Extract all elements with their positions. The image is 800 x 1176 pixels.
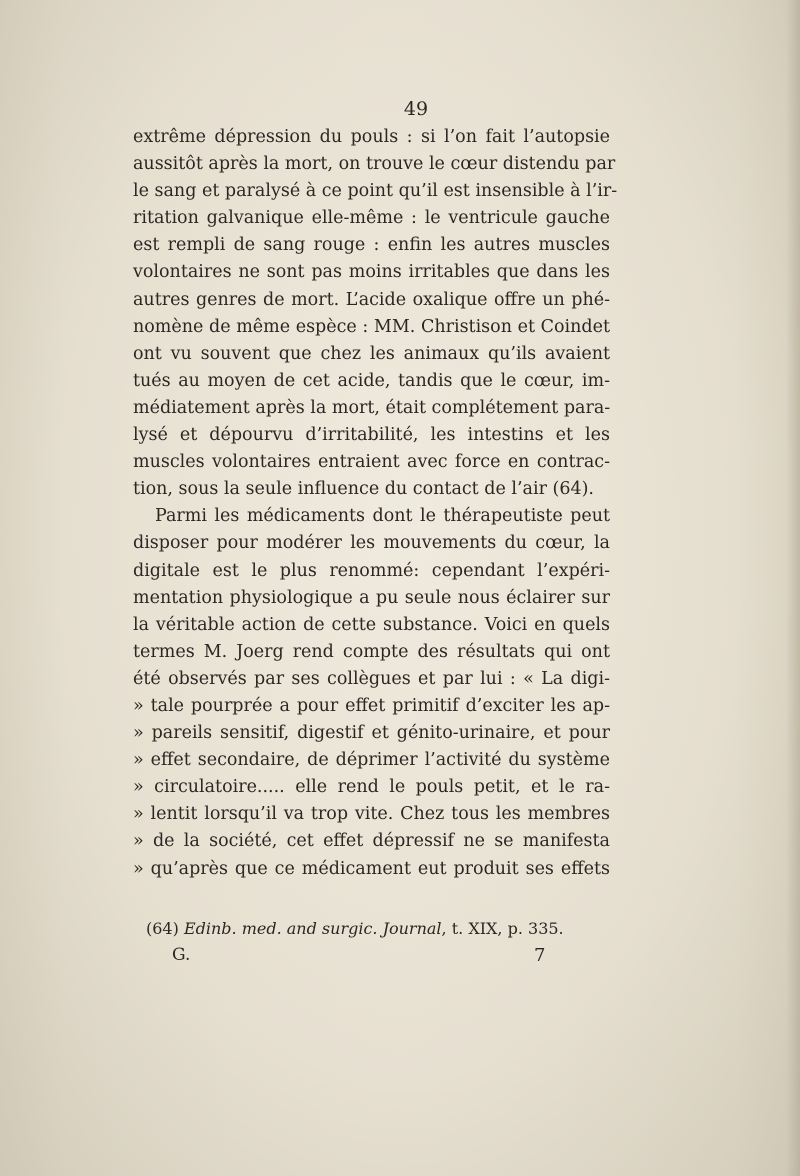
text-line: ritation galvanique elle-même : le ventricule gauche <box>133 208 610 229</box>
text-line: aussitôt après la mort, on trouve le cœur distendu par <box>133 154 616 175</box>
text-line: mentation physiologique a pu seule nous éclairer sur <box>133 587 610 608</box>
text-line: tion, sous la seule influence du contact de l’air (64). <box>133 479 594 500</box>
text-line: tués au moyen de cet acide, tandis que le cœur, im- <box>133 370 610 391</box>
footnote-source: Edinb. med. and surgic. Journal <box>183 919 442 938</box>
text-line: volontaires ne sont pas moins irritables que dans les <box>133 262 610 283</box>
text-line: extrême dépression du pouls : si l’on fait l’autopsie <box>133 127 610 147</box>
footnote <box>146 919 564 938</box>
text-line: autres genres de mort. L’acide oxalique offre un phé- <box>133 289 610 310</box>
text-line: nomène de même espèce : MM. Christison et Coindet <box>133 316 610 337</box>
text-line: » pareils sensitif, digestif et génito-urinaire, et pour <box>133 723 610 744</box>
footnote-mark: (64) <box>146 919 179 938</box>
text-line: disposer pour modérer les mouvements du cœur, la <box>133 533 610 554</box>
text-line: » tale pourprée a pour effet primitif d’exciter les ap- <box>133 695 610 716</box>
text-line: ont vu souvent que chez les animaux qu’ils avaient <box>133 343 610 364</box>
text-line: digitale est le plus renommé: cependant l’expéri- <box>133 560 610 581</box>
signature-number: 7 <box>534 945 546 966</box>
text-line: » lentit lorsqu’il va trop vite. Chez tous les membres <box>133 804 610 825</box>
text-line: » qu’après que ce médicament eut produit ses effets <box>133 858 610 879</box>
text-line: » de la société, cet effet dépressif ne se manifesta <box>133 831 610 852</box>
text-line: termes M. Joerg rend compte des résultats qui ont <box>133 641 610 662</box>
signature-mark: G. <box>172 945 191 965</box>
footnote-reference: , t. XIX, p. 335. <box>441 919 564 938</box>
text-line: médiatement après la mort, était complétement para- <box>133 397 611 418</box>
text-line: » effet secondaire, de déprimer l’activité du système <box>133 750 610 771</box>
text-line: Parmi les médicaments dont le thérapeutiste peut <box>155 506 610 527</box>
page-number: 49 <box>403 98 429 120</box>
text-line: le sang et paralysé à ce point qu’il est insensible à l’ir- <box>133 181 618 202</box>
text-line: est rempli de sang rouge : enfin les autres muscles <box>133 235 610 256</box>
text-line: » circulatoire..... elle rend le pouls petit, et le ra- <box>133 777 610 798</box>
text-line: la véritable action de cette substance. Voici en quels <box>133 614 610 635</box>
body-text <box>133 124 618 883</box>
text-line: muscles volontaires entraient avec force en contrac- <box>133 452 610 473</box>
text-line: été observés par ses collègues et par lui : « La digi- <box>133 668 610 689</box>
text-line: lysé et dépourvu d’irritabilité, les intestins et les <box>133 425 610 446</box>
